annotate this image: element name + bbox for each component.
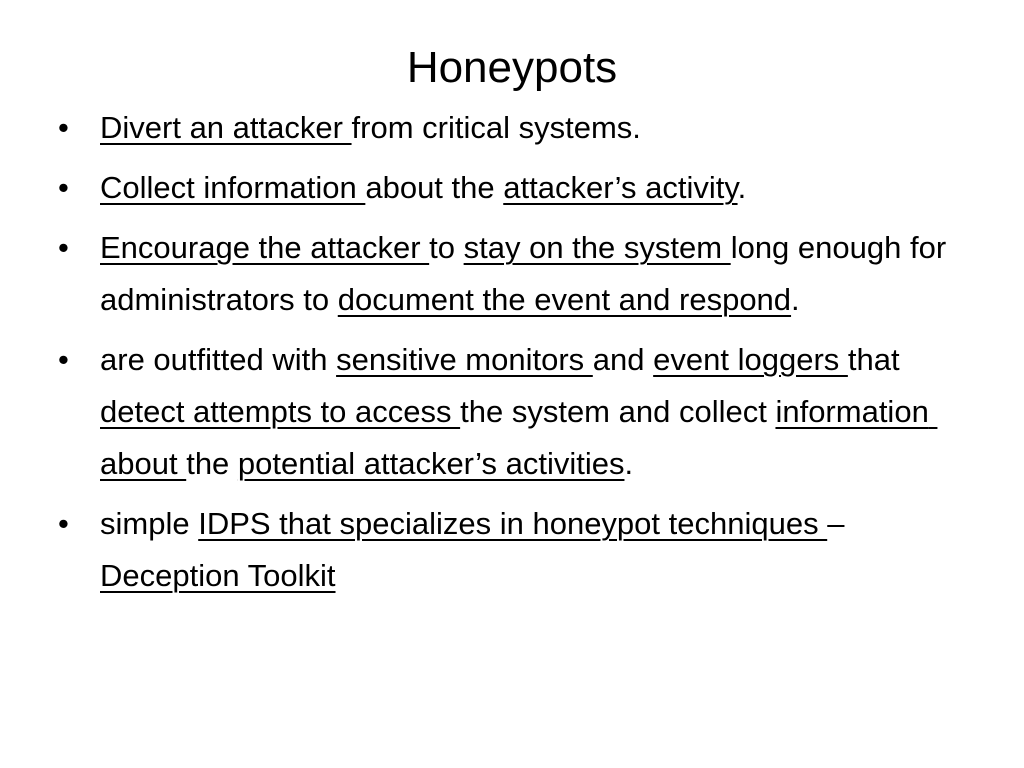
bullet-text: the system and collect [460, 394, 776, 429]
underlined-text: Deception Toolkit [100, 558, 336, 593]
underlined-text: document the event and respond [337, 282, 792, 317]
bullet-text: and [592, 342, 654, 377]
bullet-icon: • [58, 110, 69, 145]
underlined-text: information about [100, 394, 938, 481]
bullet-text: the [186, 446, 238, 481]
bullet-text: . [737, 170, 747, 205]
bullet-text: about the [365, 170, 504, 205]
bullet-text: that [847, 342, 909, 377]
bullet-item [58, 498, 978, 602]
underlined-text: sensitive monitors [336, 342, 593, 377]
bullet-text: – [827, 506, 854, 541]
bullet-item [58, 162, 978, 214]
bullet-item [58, 102, 978, 154]
underlined-text: IDPS that specializes in honeypot techniques [198, 506, 828, 541]
underlined-text: Divert an attacker [100, 110, 352, 145]
bullet-list [58, 102, 978, 610]
underlined-text: Encourage the attacker [100, 230, 430, 265]
slide-title: Honeypots [406, 43, 618, 92]
bullet-item [58, 222, 978, 326]
underlined-text: attacker’s activity [503, 170, 738, 205]
underlined-text: Collect information [100, 170, 366, 205]
bullet-text: from critical systems. [351, 110, 641, 145]
underlined-text: detect attempts to access [100, 394, 461, 429]
bullet-text: simple [100, 506, 199, 541]
underlined-text: stay on the system [463, 230, 731, 265]
bullet-text: to [429, 230, 464, 265]
bullet-text: . [624, 446, 634, 481]
bullet-text: are outfitted with [100, 342, 337, 377]
bullet-text: . [791, 282, 800, 317]
underlined-text: event loggers [653, 342, 848, 377]
bullet-icon: • [58, 170, 69, 205]
bullet-icon: • [58, 506, 69, 541]
bullet-text: long enough for administrators to [100, 230, 955, 317]
bullet-icon: • [58, 230, 69, 265]
bullet-item [58, 334, 978, 490]
bullet-icon: • [58, 342, 69, 377]
underlined-text: potential attacker’s activities [237, 446, 625, 481]
